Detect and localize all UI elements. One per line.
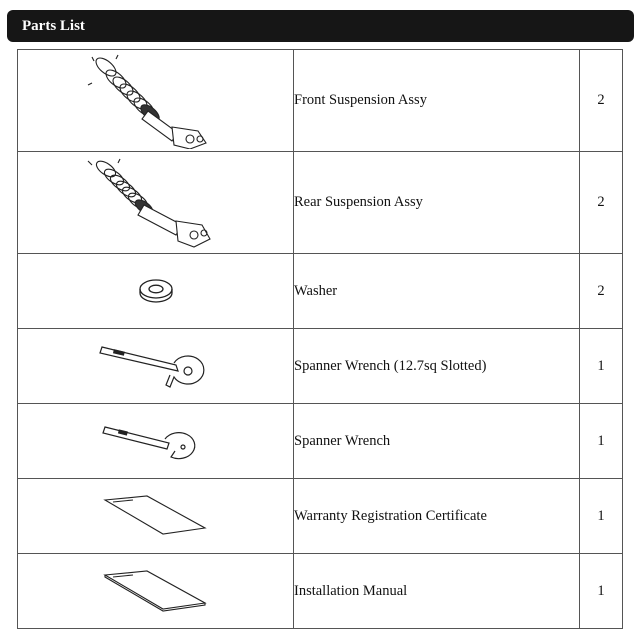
table-row bbox=[18, 329, 623, 404]
washer-icon bbox=[126, 271, 186, 311]
page-title: Parts List bbox=[22, 17, 85, 34]
part-name: Spanner Wrench (12.7sq Slotted) bbox=[294, 329, 580, 404]
part-image-cell bbox=[18, 479, 294, 554]
parts-table bbox=[17, 49, 623, 629]
part-image-cell bbox=[18, 329, 294, 404]
spanner-wrench-icon bbox=[101, 421, 211, 461]
table-row bbox=[18, 50, 623, 152]
part-quantity: 1 bbox=[580, 479, 623, 554]
part-name: Front Suspension Assy bbox=[294, 50, 580, 152]
part-name: Installation Manual bbox=[294, 554, 580, 629]
installation-manual-icon bbox=[101, 569, 211, 613]
part-quantity: 2 bbox=[580, 152, 623, 254]
warranty-certificate-icon bbox=[101, 494, 211, 538]
part-image-cell bbox=[18, 152, 294, 254]
table-row bbox=[18, 152, 623, 254]
slotted-spanner-wrench-icon bbox=[96, 341, 216, 391]
table-row bbox=[18, 404, 623, 479]
part-name: Washer bbox=[294, 254, 580, 329]
part-quantity: 2 bbox=[580, 254, 623, 329]
part-name: Spanner Wrench bbox=[294, 404, 580, 479]
part-image-cell bbox=[18, 404, 294, 479]
part-image-cell bbox=[18, 50, 294, 152]
part-quantity: 1 bbox=[580, 554, 623, 629]
part-name: Rear Suspension Assy bbox=[294, 152, 580, 254]
parts-list-header bbox=[7, 10, 634, 42]
part-name: Warranty Registration Certificate bbox=[294, 479, 580, 554]
part-quantity: 1 bbox=[580, 404, 623, 479]
table-row bbox=[18, 479, 623, 554]
table-row bbox=[18, 254, 623, 329]
part-quantity: 2 bbox=[580, 50, 623, 152]
front-suspension-icon bbox=[86, 53, 226, 149]
rear-suspension-icon bbox=[86, 155, 226, 251]
table-row bbox=[18, 554, 623, 629]
part-image-cell bbox=[18, 254, 294, 329]
part-image-cell bbox=[18, 554, 294, 629]
part-quantity: 1 bbox=[580, 329, 623, 404]
